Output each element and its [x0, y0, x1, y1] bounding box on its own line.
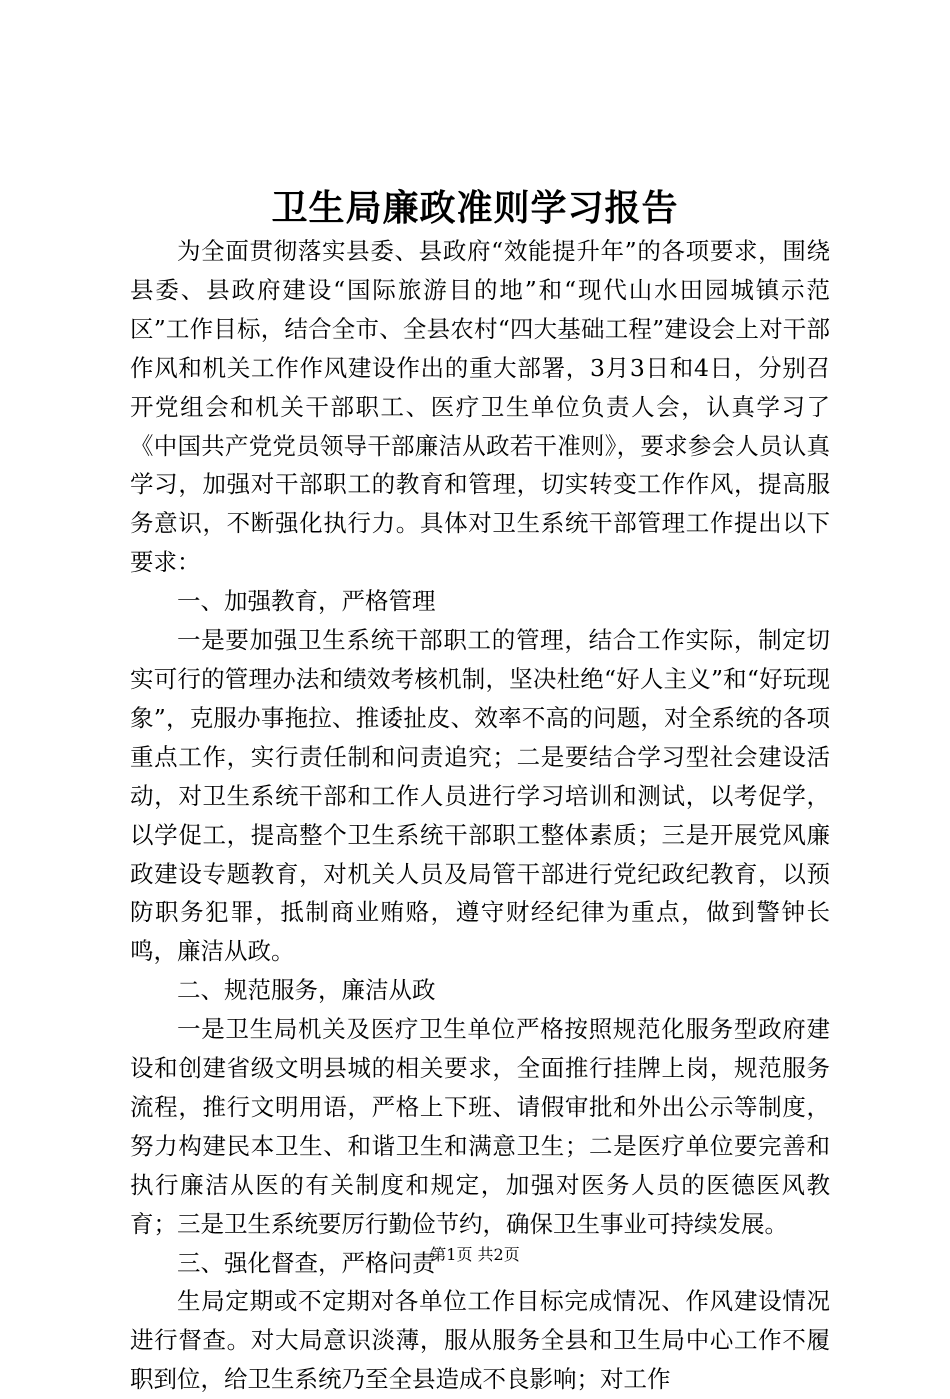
section-paragraph-2: 一是卫生局机关及医疗卫生单位严格按照规范化服务型政府建设和创建省级文明县城的相关要求，全面推行挂牌上岗，规范服务流程，推行文明用语，严格上下班、请假审批和外出公示等制度，努力构建民本卫生、和谐卫生和满意卫生；二是医疗单位要完善和执行廉洁从医的有关制度和规定，加强对医务人员的医德医风教育；三是卫生系统要厉行勤俭节约，确保卫生事业可持续发展。: [130, 1015, 830, 1238]
document-body: [130, 232, 830, 1399]
section-heading-2: 二、规范服务，廉洁从政: [177, 976, 436, 1005]
section-heading-1: 一、加强教育，严格管理: [177, 587, 436, 616]
document-title: 卫生局廉政准则学习报告: [271, 187, 679, 229]
page-footer: 第1页 共2页: [430, 1245, 520, 1264]
section-paragraph-3: 生局定期或不定期对各单位工作目标完成情况、作风建设情况进行督查。对大局意识淡薄，服从服务全县和卫生局中心工作不履职到位，给卫生系统乃至全县造成不良影响；对工作: [130, 1287, 830, 1394]
section-heading-3: 三、强化督查，严格问责: [177, 1248, 436, 1277]
section-paragraph-1: 一是要加强卫生系统干部职工的管理，结合工作实际，制定切实可行的管理办法和绩效考核机制，坚决杜绝“好人主义”和“好玩现象”，克服办事拖拉、推诿扯皮、效率不高的问题，对全系统的各项重点工作，实行责任制和问责追究；二是要结合学习型社会建设活动，对卫生系统干部和工作人员进行学习培训和测试，以考促学，以学促工，提高整个卫生系统干部职工整体素质；三是开展党风廉政建设专题教育，对机关人员及局管干部进行党纪政纪教育，以预防职务犯罪，抵制商业贿赂，遵守财经纪律为重点，做到警钟长鸣，廉洁从政。: [130, 626, 830, 966]
intro-paragraph: 为全面贯彻落实县委、县政府“效能提升年”的各项要求，围绕县委、县政府建设“国际旅游目的地”和“现代山水田园城镇示范区”工作目标，结合全市、全县农村“四大基础工程”建设会上对干部作风和机关工作作风建设作出的重大部署，3月3日和4日，分别召开党组会和机关干部职工、医疗卫生单位负责人会，认真学习了《中国共产党党员领导干部廉洁从政若干准则》，要求参会人员认真学习，加强对干部职工的教育和管理，切实转变工作作风，提高服务意识，不断强化执行力。具体对卫生系统干部管理工作提出以下要求：: [130, 237, 830, 577]
